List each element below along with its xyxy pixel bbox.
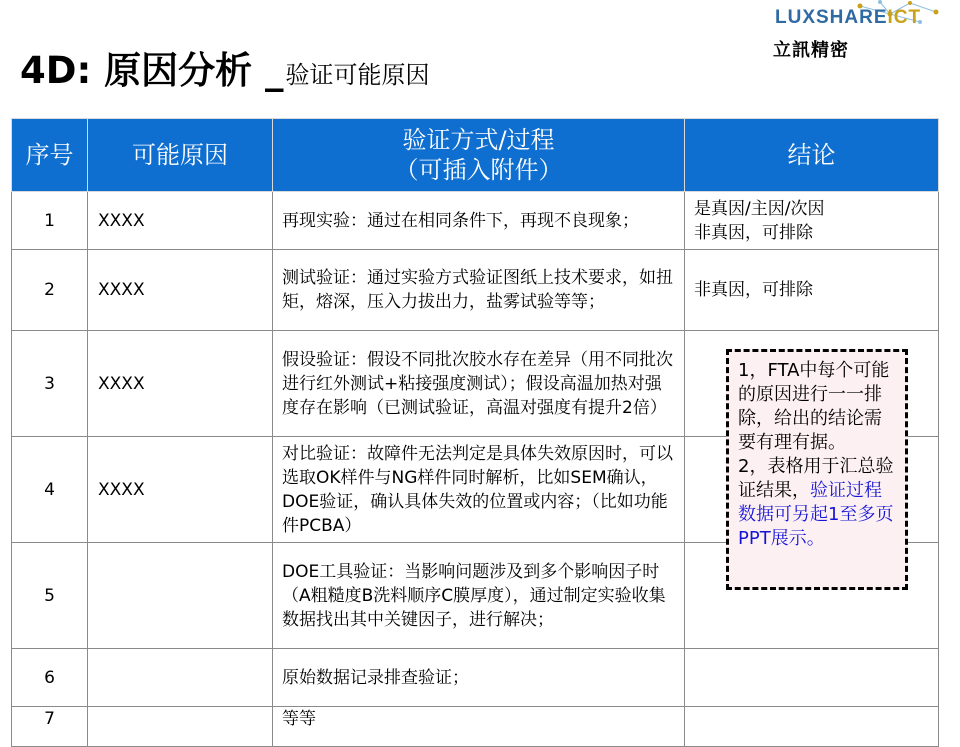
row-method: 对比验证：故障件无法判定是具体失效原因时，可以选取OK样件与NG样件同时解析，比如SEM确认，DOE验证，确认具体失效的位置或内容；（比如功能件PCBA）	[273, 437, 685, 543]
row-conclusion	[685, 707, 939, 747]
row-method: 测试验证：通过实验方式验证图纸上技术要求，如扭矩，熔深，压入力拔出力，盐雾试验等等；	[273, 250, 685, 331]
row-cause: XXXX	[88, 331, 273, 437]
row-method: 原始数据记录排查验证；	[273, 649, 685, 707]
logo-wordmark: LUXSHAREICT	[775, 7, 922, 28]
note-point-1: 1，FTA中每个可能的原因进行一一排除，给出的结论需要有理有据。	[738, 360, 890, 453]
header-method: 验证方式/过程 （可插入附件）	[273, 119, 685, 192]
row-num: 6	[12, 649, 88, 707]
table-header-row	[12, 119, 939, 192]
table-row	[12, 250, 939, 331]
row-cause: XXXX	[88, 250, 273, 331]
row-cause: XXXX	[88, 437, 273, 543]
table-row	[12, 192, 939, 250]
note-point-2: 2，表格用于汇总验证结果，	[738, 456, 894, 501]
table-row	[12, 649, 939, 707]
company-logo	[760, 0, 960, 70]
row-num: 2	[12, 250, 88, 331]
row-cause: XXXX	[88, 192, 273, 250]
instruction-note-box	[726, 349, 908, 590]
logo-chinese-name: 立訊精密	[773, 40, 849, 61]
header-cause: 可能原因	[88, 119, 273, 192]
note-point-2-highlight: 验证过程数据可另起1至多页PPT展示。	[738, 480, 894, 549]
row-num: 3	[12, 331, 88, 437]
row-num: 1	[12, 192, 88, 250]
title-main: 4D: 原因分析 _	[20, 49, 284, 92]
row-cause	[88, 707, 273, 747]
header-num: 序号	[12, 119, 88, 192]
row-method: DOE工具验证：当影响问题涉及到多个影响因子时（A粗糙度B洗料顺序C膜厚度），通过制定实验收集数据找出其中关键因子，进行解决；	[273, 543, 685, 649]
row-conclusion: 非真因，可排除	[685, 250, 939, 331]
row-num: 4	[12, 437, 88, 543]
page-title	[20, 40, 430, 94]
row-method: 再现实验：通过在相同条件下，再现不良现象；	[273, 192, 685, 250]
row-num: 5	[12, 543, 88, 649]
row-num: 7	[12, 707, 88, 747]
title-subtitle: 验证可能原因	[285, 61, 430, 89]
row-method: 假设验证：假设不同批次胶水存在差异（用不同批次进行红外测试+粘接强度测试）；假设高温加热对强度存在影响（已测试验证，高温对强度有提升2倍）	[273, 331, 685, 437]
header-conclusion: 结论	[685, 119, 939, 192]
row-cause	[88, 543, 273, 649]
row-conclusion	[685, 649, 939, 707]
row-cause	[88, 649, 273, 707]
table-row	[12, 707, 939, 747]
row-conclusion: 是真因/主因/次因 非真因，可排除	[685, 192, 939, 250]
row-method: 等等	[273, 707, 685, 747]
